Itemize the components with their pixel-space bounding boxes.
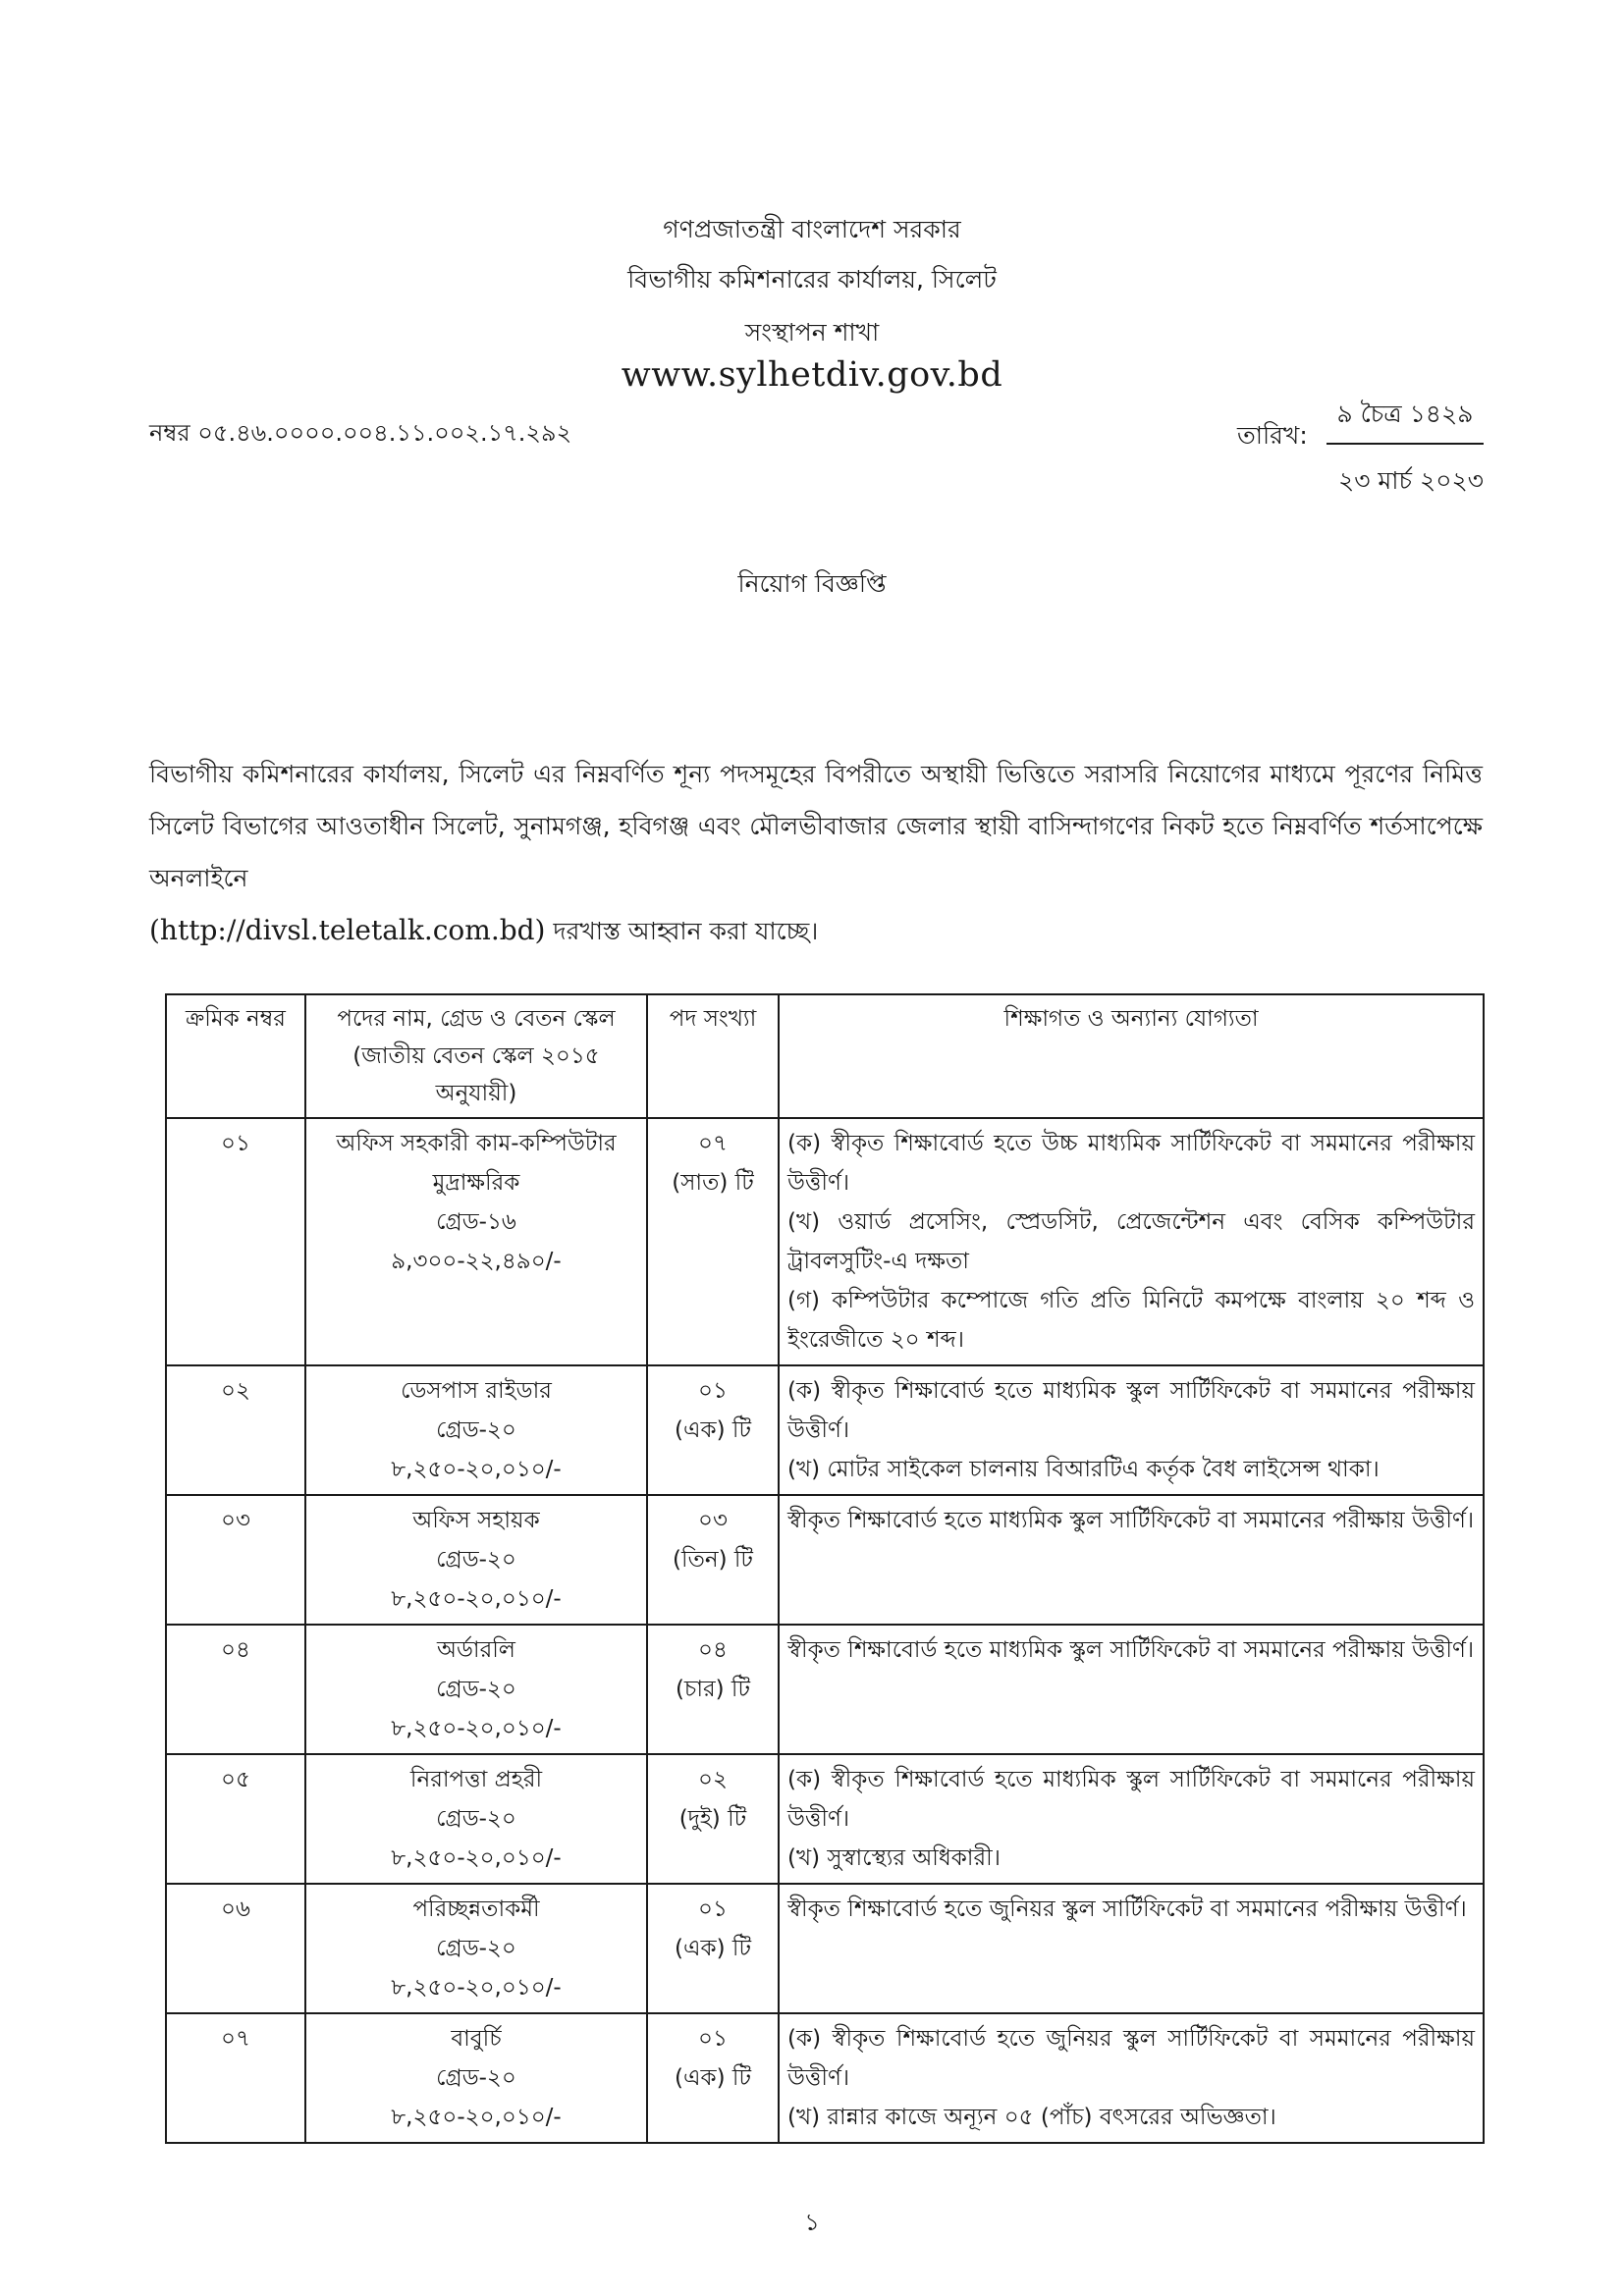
count-number: ০৭ — [698, 1131, 728, 1156]
office-name: বিভাগীয় কমিশনারের কার্যালয়, সিলেট — [627, 265, 997, 294]
serial-cell: ০২ — [166, 1365, 305, 1495]
count-cell — [647, 1884, 779, 2013]
table-row — [166, 2013, 1484, 2143]
notice-title: নিয়োগ বিজ্ঞপ্তি — [737, 569, 887, 598]
header-serial: ক্রমিক নম্বর — [166, 994, 305, 1118]
serial-cell: ০৪ — [166, 1625, 305, 1754]
post-cell — [305, 1754, 647, 1884]
pay-scale: ৮,২৫০-২০,০১০/- — [391, 1845, 562, 1871]
post-name: ডেসপাস রাইডার — [401, 1378, 552, 1404]
serial-cell: ০৩ — [166, 1495, 305, 1625]
post-cell — [305, 1365, 647, 1495]
govt-header: গণপ্রজাতন্ত্রী বাংলাদেশ সরকার — [663, 215, 961, 243]
post-cell — [305, 2013, 647, 2143]
count-words: (এক) টি — [675, 2065, 751, 2091]
page-number: ১ — [804, 2209, 820, 2236]
qualification-item: (ক) স্বীকৃত শিক্ষাবোর্ড হতে জুনিয়র স্কুল সার্টিফিকেট বা সমমানের পরীক্ষায় উত্তীর্ণ। — [787, 2026, 1475, 2091]
count-words: (তিন) টি — [673, 1547, 753, 1573]
table-row — [166, 1365, 1484, 1495]
post-grade: গ্রেড-২০ — [436, 1417, 516, 1443]
qualification-item: (ক) স্বীকৃত শিক্ষাবোর্ড হতে উচ্চ মাধ্যমিক সার্টিফিকেট বা সমমানের পরীক্ষায় উত্তীর্ণ। — [787, 1131, 1475, 1196]
table-row — [166, 1118, 1484, 1365]
count-number: ০২ — [698, 1767, 728, 1792]
pay-scale: ৮,২৫০-২০,০১০/- — [391, 1457, 562, 1482]
count-cell — [647, 1365, 779, 1495]
qualification-cell — [779, 1754, 1484, 1884]
branch-name: সংস্থাপন শাখা — [744, 318, 880, 347]
header-post: পদের নাম, গ্রেড ও বেতন স্কেল (জাতীয় বেতন স্কেল ২০১৫ অনুযায়ী) — [305, 994, 647, 1118]
count-cell — [647, 1118, 779, 1365]
header-count: পদ সংখ্যা — [647, 994, 779, 1118]
pay-scale: ৮,২৫০-২০,০১০/- — [391, 1586, 562, 1612]
count-words: (চার) টি — [675, 1677, 751, 1702]
table-row — [166, 1754, 1484, 1884]
qualification-cell — [779, 1118, 1484, 1365]
count-cell — [647, 1495, 779, 1625]
post-grade: গ্রেড-২০ — [436, 1936, 516, 1961]
count-number: ০৩ — [698, 1508, 728, 1533]
table-row — [166, 1884, 1484, 2013]
intro-paragraph — [149, 748, 1483, 957]
qualification-item: (খ) মোটর সাইকেল চালনায় বিআরটিএ কর্তৃক বৈধ লাইসেন্স থাকা। — [787, 1457, 1380, 1482]
application-url-link[interactable]: (http://divsl.teletalk.com.bd) — [149, 914, 546, 946]
qualification-item: (ক) স্বীকৃত শিক্ষাবোর্ড হতে মাধ্যমিক স্কুল সার্টিফিকেট বা সমমানের পরীক্ষায় উত্তীর্ণ। — [787, 1378, 1475, 1443]
post-grade: গ্রেড-১৬ — [436, 1209, 516, 1235]
qualification-cell — [779, 1495, 1484, 1625]
qualification-cell — [779, 1884, 1484, 2013]
post-cell — [305, 1625, 647, 1754]
posts-table — [165, 993, 1485, 2144]
date-label: তারিখ: — [1237, 421, 1308, 450]
qualification-item: (খ) রান্নার কাজে অন্যূন ০৫ (পাঁচ) বৎসরের অভিজ্ঞতা। — [787, 2105, 1276, 2130]
post-name: পরিচ্ছন্নতাকর্মী — [412, 1896, 540, 1922]
count-cell — [647, 1754, 779, 1884]
pay-scale: ৮,২৫০-২০,০১০/- — [391, 1716, 562, 1741]
serial-cell: ০৬ — [166, 1884, 305, 2013]
qualification-item: (খ) ওয়ার্ড প্রসেসিং, স্প্রেডসিট, প্রেজেন্টেশন এবং বেসিক কম্পিউটার ট্রাবলসুটিং-এ দক্ষতা — [787, 1209, 1475, 1274]
post-grade: গ্রেড-২০ — [436, 1677, 516, 1702]
intro-text: বিভাগীয় কমিশনারের কার্যালয়, সিলেট এর নিম্নবর্ণিত শূন্য পদসমূহের বিপরীতে অস্থায়ী ভিত্তিতে সরাসরি নিয়োগের মাধ্যমে পূরণের নিমিত্ত সিলেট বিভাগের আওতাধীন সিলেট, সুনামগঞ্জ, হবিগঞ্জ এবং মৌলভীবাজার জেলার স্থায়ী বাসিন্দাগণের নিকট হতে নিম্নবর্ণিত শর্তসাপেক্ষে অনলাইনে — [149, 760, 1483, 892]
serial-cell: ০১ — [166, 1118, 305, 1365]
post-name: অফিস সহায়ক — [412, 1508, 540, 1533]
table-row — [166, 1495, 1484, 1625]
post-cell — [305, 1495, 647, 1625]
qualification-cell — [779, 1365, 1484, 1495]
serial-cell: ০৭ — [166, 2013, 305, 2143]
qualification-item: (গ) কম্পিউটার কম্পোজে গতি প্রতি মিনিটে কমপক্ষে বাংলায় ২০ শব্দ ও ইংরেজীতে ২০ শব্দ। — [787, 1288, 1475, 1353]
serial-cell: ০৫ — [166, 1754, 305, 1884]
qualification-item: (খ) সুস্বাস্থ্যের অধিকারী। — [787, 1845, 1001, 1871]
count-number: ০৪ — [698, 1637, 728, 1663]
pay-scale: ৯,৩০০-২২,৪৯০/- — [391, 1249, 562, 1274]
qualification-item: স্বীকৃত শিক্ষাবোর্ড হতে মাধ্যমিক স্কুল সার্টিফিকেট বা সমমানের পরীক্ষায় উত্তীর্ণ। — [787, 1508, 1475, 1533]
count-number: ০১ — [698, 1378, 728, 1404]
count-number: ০১ — [698, 2026, 728, 2052]
table-body — [166, 1118, 1484, 2143]
count-words: (এক) টি — [675, 1936, 751, 1961]
count-cell — [647, 2013, 779, 2143]
qualification-cell — [779, 2013, 1484, 2143]
post-grade: গ্রেড-২০ — [436, 1806, 516, 1832]
table-header-row — [166, 994, 1484, 1118]
memo-number: নম্বর ০৫.৪৬.০০০০.০০৪.১১.০০২.১৭.২৯২ — [149, 419, 572, 447]
post-name: অর্ডারলি — [437, 1637, 515, 1663]
qualification-item: স্বীকৃত শিক্ষাবোর্ড হতে জুনিয়র স্কুল সার্টিফিকেট বা সমমানের পরীক্ষায় উত্তীর্ণ। — [787, 1896, 1467, 1922]
count-words: (দুই) টি — [678, 1806, 747, 1832]
count-words: (এক) টি — [675, 1417, 751, 1443]
qualification-item: (ক) স্বীকৃত শিক্ষাবোর্ড হতে মাধ্যমিক স্কুল সার্টিফিকেট বা সমমানের পরীক্ষায় উত্তীর্ণ। — [787, 1767, 1475, 1832]
post-grade: গ্রেড-২০ — [436, 1547, 516, 1573]
post-name: অফিস সহকারী কাম-কম্পিউটার মুদ্রাক্ষরিক — [336, 1131, 617, 1196]
count-number: ০১ — [698, 1896, 728, 1922]
post-cell — [305, 1884, 647, 2013]
date-english: ২৩ মার্চ ২০২৩ — [1337, 466, 1484, 495]
count-words: (সাত) টি — [672, 1170, 754, 1196]
date-bangla: ৯ চৈত্র ১৪২৯ — [1326, 395, 1484, 445]
post-name: বাবুর্চি — [451, 2026, 502, 2052]
qualification-cell — [779, 1625, 1484, 1754]
pay-scale: ৮,২৫০-২০,০১০/- — [391, 2105, 562, 2130]
post-name: নিরাপত্তা প্রহরী — [409, 1767, 543, 1792]
count-cell — [647, 1625, 779, 1754]
post-grade: গ্রেড-২০ — [436, 2065, 516, 2091]
pay-scale: ৮,২৫০-২০,০১০/- — [391, 1975, 562, 2001]
intro-tail: দরখাস্ত আহ্বান করা যাচ্ছে। — [553, 917, 819, 945]
qualification-item: স্বীকৃত শিক্ষাবোর্ড হতে মাধ্যমিক স্কুল সার্টিফিকেট বা সমমানের পরীক্ষায় উত্তীর্ণ। — [787, 1637, 1475, 1663]
table-row — [166, 1625, 1484, 1754]
header-qualification: শিক্ষাগত ও অন্যান্য যোগ্যতা — [779, 994, 1484, 1118]
post-cell — [305, 1118, 647, 1365]
website-link[interactable]: www.sylhetdiv.gov.bd — [621, 355, 1003, 395]
